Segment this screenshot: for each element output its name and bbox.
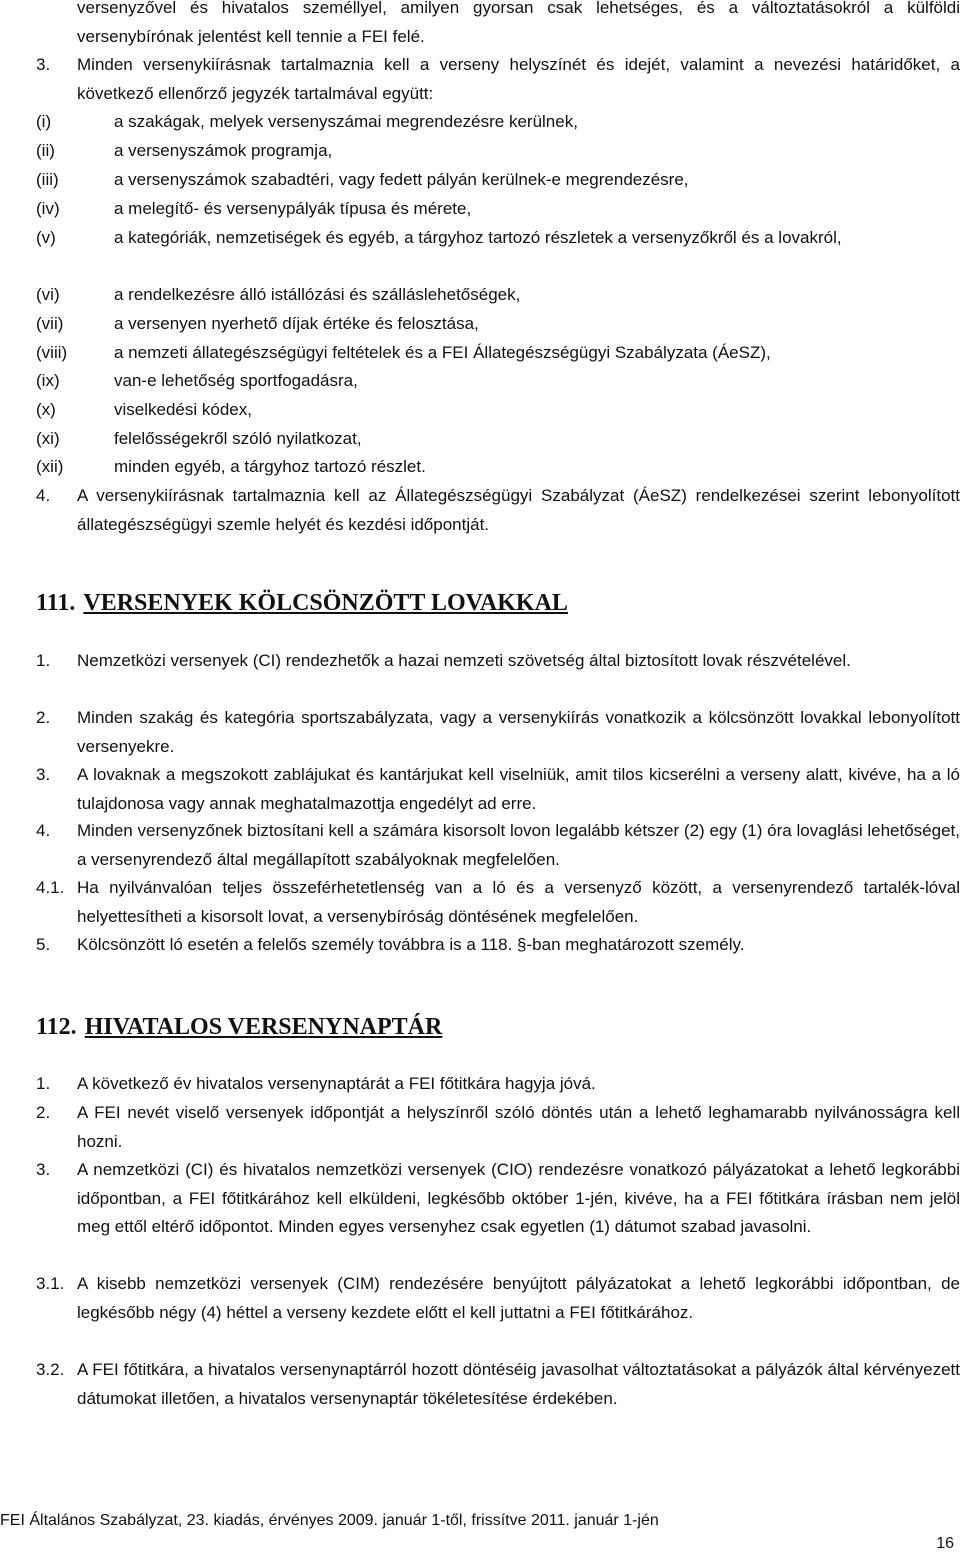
item-text: Nemzetközi versenyek (CI) rendezhetők a hazai nemzeti szövetség által biztosított lovak részvételével. (77, 651, 851, 670)
checklist-number: (iii) (36, 170, 59, 189)
checklist-number: (xii) (36, 457, 64, 476)
checklist-number: (ix) (36, 371, 60, 390)
checklist-item (36, 166, 960, 195)
item-text: Kölcsönzött ló esetén a felelős személy továbbra is a 118. §-ban meghatározott személy. (77, 935, 745, 954)
item-text: A következő év hivatalos versenynaptárát a FEI főtitkára hagyja jóvá. (77, 1074, 596, 1093)
item-number: 2. (36, 1103, 51, 1122)
checklist-text: a versenyszámok programja, (114, 141, 333, 160)
continuation-paragraph (36, 0, 960, 51)
checklist-text: minden egyéb, a tárgyhoz tartozó részlet. (114, 457, 426, 476)
checklist-text: a versenyen nyerhető díjak értéke és felosztása, (114, 314, 479, 333)
list-item (36, 482, 960, 539)
item-text: A FEI főtitkára, a hivatalos versenynaptárról hozott döntéséig javasolhat változtatásokat a pályázók által kérvényezett dátumokat illetően, a hivatalos versenynaptár tökéletesítése érdekében. (77, 1360, 960, 1408)
list-item (36, 874, 960, 931)
section-heading (36, 1012, 442, 1042)
item-number: 3. (36, 55, 51, 74)
checklist-item (36, 367, 960, 396)
checklist-text: viselkedési kódex, (114, 400, 252, 419)
list-item (36, 1099, 960, 1156)
item-text: Minden versenykiírásnak tartalmaznia kell a verseny helyszínét és idejét, valamint a nevezési határidőket, a következő ellenőrző jegyzék tartalmával együtt: (77, 55, 960, 103)
item-number: 3.1. (36, 1274, 65, 1293)
list-item (36, 1270, 960, 1327)
continuation-text: versenyzővel és hivatalos személlyel, amilyen gyorsan csak lehetséges, és a változtatásokról a külföldi versenybírónak jelentést kell tennie a FEI felé. (77, 0, 960, 46)
checklist-number: (x) (36, 400, 56, 419)
item-number: 4.1. (36, 878, 65, 897)
item-number: 3.2. (36, 1360, 65, 1379)
list-item (36, 704, 960, 761)
page-footer: FEI Általános Szabályzat, 23. kiadás, érvényes 2009. január 1-től, frissítve 2011. január 1-jén (0, 1512, 659, 1529)
item-number: 2. (36, 708, 51, 727)
checklist-item (36, 453, 960, 482)
item-text: Minden versenyzőnek biztosítani kell a számára kisorsolt lovon legalább kétszer (2) egy (1) óra lovaglási lehetőséget, a versenyrendező által megállapított szabályoknak megfelelően. (77, 821, 960, 869)
checklist-item (36, 396, 960, 425)
checklist-number: (vii) (36, 314, 64, 333)
item-text: A FEI nevét viselő versenyek időpontját a helyszínről szóló döntés után a lehető leghamarabb nyilvánosságra kell hozni. (77, 1103, 960, 1151)
checklist-text: felelősségekről szóló nyilatkozat, (114, 429, 362, 448)
section-number: 111. (36, 590, 76, 616)
checklist-number: (i) (36, 112, 52, 131)
section-number: 112. (36, 1014, 77, 1040)
item-number: 1. (36, 651, 51, 670)
item-text: Minden szakág és kategória sportszabályzata, vagy a versenykiírás vonatkozik a kölcsönzött lovakkal lebonyolított versenyekre. (77, 708, 960, 756)
checklist-text: a versenyszámok szabadtéri, vagy fedett pályán kerülnek-e megrendezésre, (114, 170, 689, 189)
item-number: 4. (36, 821, 51, 840)
list-item (36, 817, 960, 874)
checklist-item (36, 281, 960, 310)
list-item (36, 647, 960, 676)
checklist-number: (vi) (36, 285, 60, 304)
checklist-text: a szakágak, melyek versenyszámai megrendezésre kerülnek, (114, 112, 578, 131)
item-text: A nemzetközi (CI) és hivatalos nemzetközi versenyek (CIO) rendezésre vonatkozó pályázatokat a lehető legkorábbi időpontban, a FEI főtitkárához kell elküldeni, legkésőbb október 1-jén, kivéve, ha a FEI főtitkára írásban nem jelöl meg ettől eltérő időpontot. Minden egyes versenyhez csak egyetlen (1) dátumot szabad javasolni. (77, 1160, 960, 1236)
checklist-item (36, 224, 960, 253)
section-title: VERSENYEK KÖLCSÖNZÖTT LOVAKKAL (83, 590, 568, 616)
item-number: 4. (36, 486, 51, 505)
item-text: A kisebb nemzetközi versenyek (CIM) rendezésére benyújtott pályázatokat a lehető legkorábbi időpontban, de legkésőbb négy (4) héttel a verseny kezdete előtt el kell juttatni a FEI főtitkárához. (77, 1274, 960, 1322)
list-item (36, 51, 960, 108)
page-number: 16 (936, 1535, 954, 1552)
list-item (36, 1356, 960, 1413)
checklist-item (36, 339, 960, 368)
checklist-item (36, 425, 960, 454)
section-heading (36, 588, 568, 618)
item-number: 5. (36, 935, 51, 954)
item-text: Ha nyilvánvalóan teljes összeférhetetlenség van a ló és a versenyző között, a versenyrendező tartalék-lóval helyettesítheti a kisorsolt lovat, a versenybíróság döntésének megfelelően. (77, 878, 960, 926)
item-number: 3. (36, 765, 51, 784)
item-text: A lovaknak a megszokott zablájukat és kantárjukat kell viselniük, amit tilos kicserélni a verseny alatt, kivéve, ha a ló tulajdonosa vagy annak meghatalmazottja engedélyt ad erre. (77, 765, 960, 813)
checklist-number: (xi) (36, 429, 60, 448)
checklist-number: (viii) (36, 343, 68, 362)
checklist-number: (v) (36, 228, 56, 247)
checklist-text: van-e lehetőség sportfogadásra, (114, 371, 358, 390)
checklist-text: a melegítő- és versenypályák típusa és mérete, (114, 199, 472, 218)
checklist-number: (ii) (36, 141, 55, 160)
checklist-item (36, 310, 960, 339)
item-number: 3. (36, 1160, 51, 1179)
checklist-item (36, 195, 960, 224)
checklist-text: a kategóriák, nemzetiségek és egyéb, a tárgyhoz tartozó részletek a versenyzőkről és a lovakról, (114, 228, 842, 247)
checklist-text: a nemzeti állategészségügyi feltételek és a FEI Állategészségügyi Szabályzata (ÁeSZ), (114, 343, 771, 362)
list-item (36, 1070, 960, 1099)
list-item (36, 1156, 960, 1242)
item-number: 1. (36, 1074, 51, 1093)
checklist-text: a rendelkezésre álló istállózási és szálláslehetőségek, (114, 285, 521, 304)
list-item (36, 931, 960, 960)
list-item (36, 761, 960, 818)
checklist-item (36, 108, 960, 137)
item-text: A versenykiírásnak tartalmaznia kell az Állategészségügyi Szabályzat (ÁeSZ) rendelkezései szerint lebonyolított állategészségügyi szemle helyét és kezdési időpontját. (77, 486, 960, 534)
checklist-item (36, 137, 960, 166)
checklist-number: (iv) (36, 199, 60, 218)
section-title: HIVATALOS VERSENYNAPTÁR (84, 1014, 443, 1040)
